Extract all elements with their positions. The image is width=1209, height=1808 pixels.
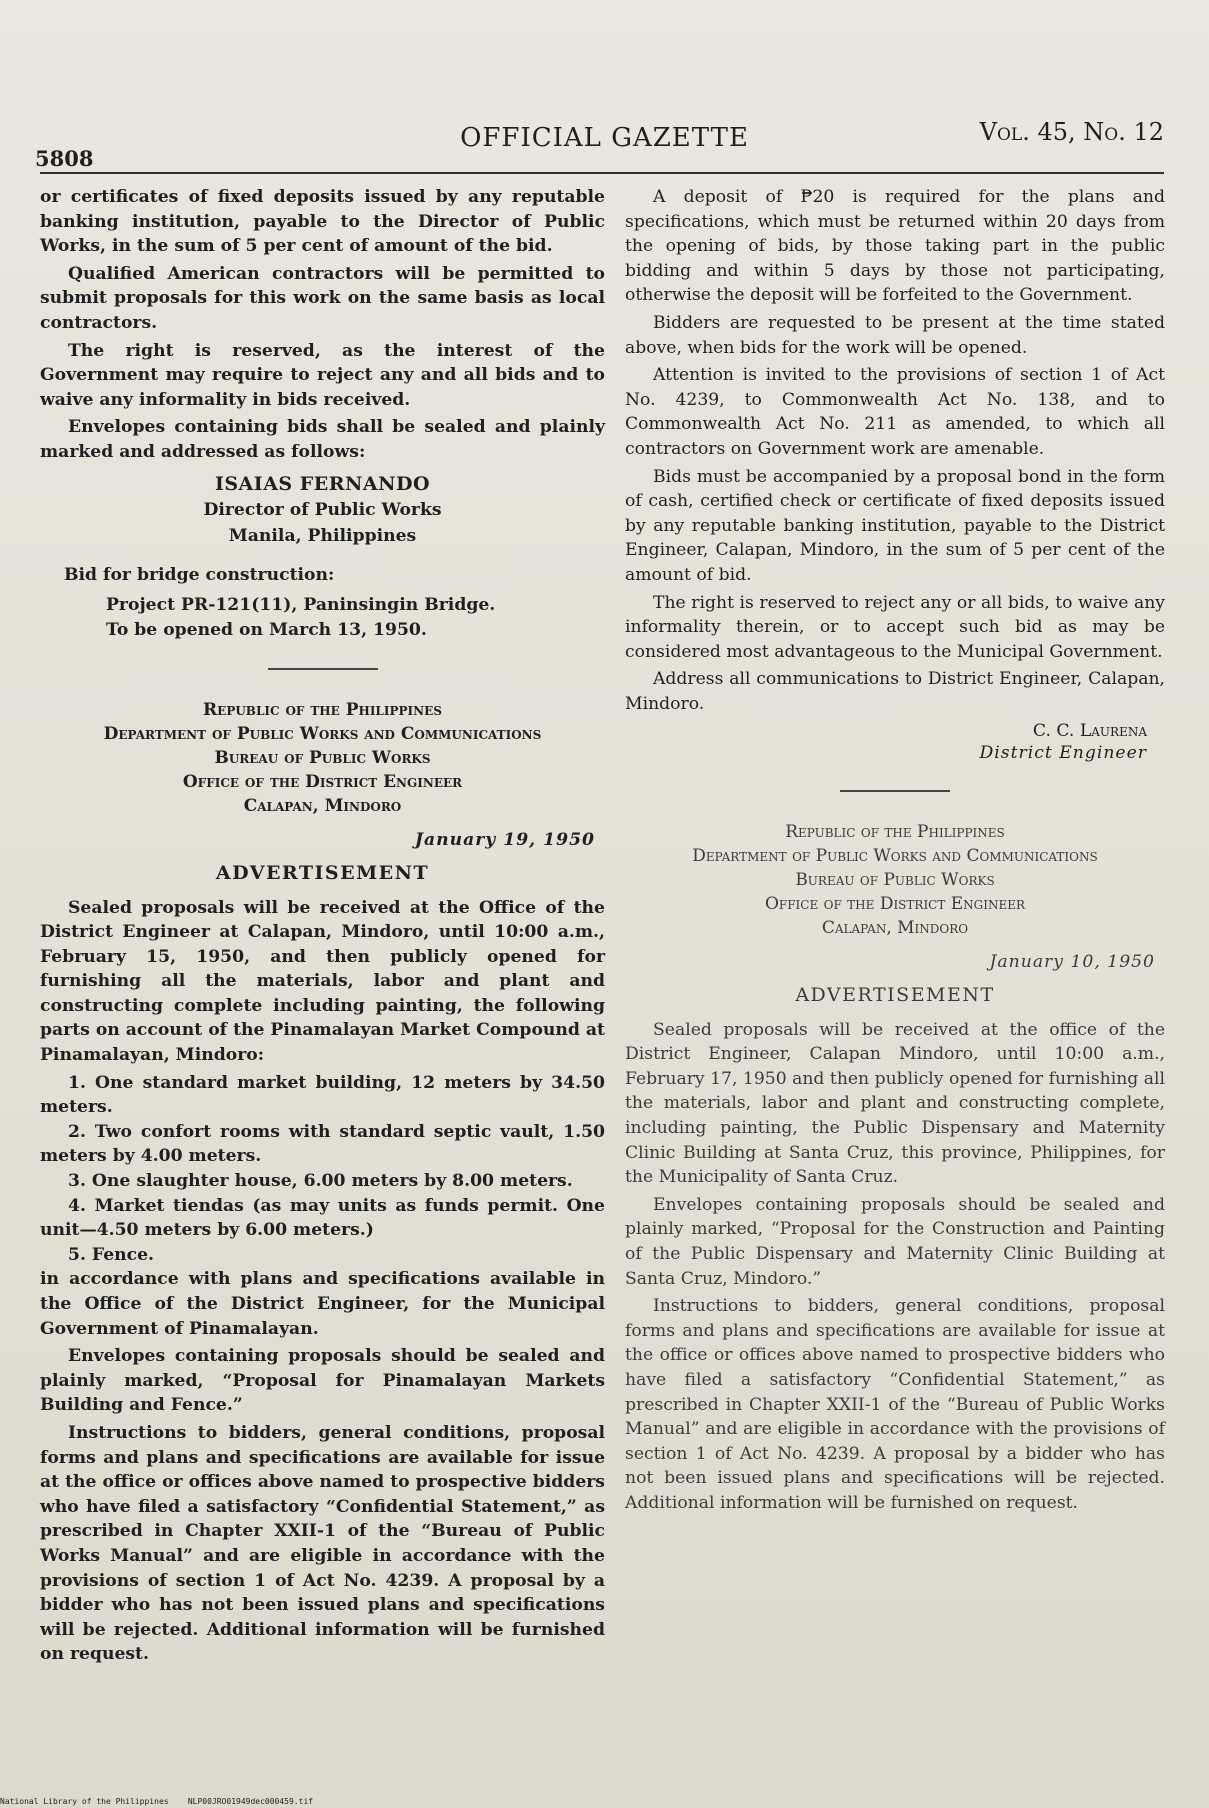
paragraph: Sealed proposals will be received at the Office of the District Engineer at Calapan, Mindoro, until 10:00 a.m., February 15, 1950, and then publicly opened for furnishing all the materials, labor and plant and constructing complete including painting, the following parts on account of the Pinamalayan Market Compound at Pinamalayan, Mindoro: bbox=[40, 897, 605, 1066]
paragraph: Bidders are requested to be present at the time stated above, when bids for the work will be opened. bbox=[625, 312, 1165, 358]
page-number: 5808 bbox=[35, 146, 94, 171]
left-column bbox=[40, 185, 605, 1670]
office-line: Republic of the Philippines bbox=[203, 700, 442, 721]
file-name: NLP00JRO01949dec000459.tif bbox=[187, 1797, 314, 1806]
list-item: 3. One slaughter house, 6.00 meters by 8.00 meters. bbox=[68, 1171, 573, 1192]
paragraph: Address all communications to District Engineer, Calapan, Mindoro. bbox=[625, 669, 1165, 714]
bid-for: Bid for bridge construction: bbox=[64, 564, 335, 585]
project-name: Project PR-121(11), Paninsingin Bridge. bbox=[106, 595, 496, 616]
scan-footer bbox=[0, 1797, 313, 1806]
library-name: National Library of the Philippines bbox=[0, 1797, 169, 1806]
bid-block bbox=[40, 563, 605, 643]
signature-block bbox=[625, 720, 1147, 764]
list-item: 4. Market tiendas (as may units as funds permit. One unit—4.50 meters by 6.00 meters.) bbox=[40, 1195, 605, 1241]
addressee-title: Director of Public Works bbox=[203, 499, 442, 520]
office-line: Republic of the Philippines bbox=[785, 822, 1005, 843]
list-item: 2. Two confort rooms with standard septic vault, 1.50 meters by 4.00 meters. bbox=[40, 1121, 605, 1167]
paragraph: Envelopes containing proposals should be sealed and plainly marked, “Proposal for Pinamalayan Markets Building and Fence.” bbox=[40, 1346, 605, 1416]
notice-heading: ADVERTISEMENT bbox=[215, 861, 430, 884]
paragraph: Instructions to bidders, general conditions, proposal forms and plans and specifications are available for issue at the office or offices above named to prospective bidders who have filed a satisfactory “Confidential Statement,” as prescribed in Chapter XXII-1 of the “Bureau of Public Works Manual” and are eligible in accordance with the provisions of section 1 of Act No. 4239. A proposal by a bidder who has not been issued plans and specifications will be rejected. Additional information will be furnished on request. bbox=[625, 1296, 1165, 1513]
right-column bbox=[625, 185, 1165, 1519]
paragraph: Qualified American contractors will be permitted to submit proposals for this work on the same basis as local contractors. bbox=[40, 263, 605, 333]
separator bbox=[268, 668, 378, 670]
paragraph: Instructions to bidders, general conditions, proposal forms and plans and specifications are available for issue at the office or offices above named to prospective bidders who have filed a satisfactory “Confidential Statement,” as prescribed in Chapter XXII-1 of the “Bureau of Public Works Manual” and are eligible in accordance with the provisions of section 1 of Act No. 4239. A proposal by a bidder who has not been issued plans and specifications will be rejected. Additional information will be furnished on request. bbox=[40, 1422, 605, 1665]
paragraph: Attention is invited to the provisions of section 1 of Act No. 4239, to Commonwealth Act No. 138, and to Commonwealth Act No. 211 as amended, to which all contractors on Government work are amenable. bbox=[625, 365, 1165, 459]
header-rule bbox=[40, 172, 1164, 174]
notice-date: January 19, 1950 bbox=[414, 830, 595, 851]
office-line: Calapan, Mindoro bbox=[821, 918, 969, 939]
separator bbox=[840, 790, 950, 792]
paragraph: or certificates of fixed deposits issued by any reputable banking institution, payable to the Director of Public Works, in the sum of 5 per cent of amount of the bid. bbox=[40, 187, 605, 257]
addressee-name: ISAIAS FERNANDO bbox=[214, 472, 431, 495]
paragraph: in accordance with plans and specifications available in the Office of the District Engineer, for the Municipal Government of Pinamalayan. bbox=[40, 1269, 605, 1339]
page-header bbox=[35, 118, 1174, 171]
volume-number: Vol. 45, No. 12 bbox=[979, 118, 1164, 146]
paragraph: Envelopes containing proposals should be sealed and plainly marked, “Proposal for the Construction and Painting of the Public Dispensary and Maternity Clinic Building at Santa Cruz, Mindoro.” bbox=[625, 1194, 1165, 1289]
paragraph: The right is reserved, as the interest of the Government may require to reject any and all bids and to waive any informality in bids received. bbox=[40, 340, 605, 410]
paragraph: A deposit of ₱20 is required for the plans and specifications, which must be returned within 20 days from the opening of bids, by those taking part in the public bidding and within 5 days by those not participating, otherwise the deposit will be forfeited to the Government. bbox=[625, 187, 1165, 306]
office-block bbox=[625, 820, 1165, 940]
signer-title: District Engineer bbox=[979, 743, 1147, 764]
office-line: Calapan, Mindoro bbox=[243, 796, 402, 817]
addressee-block bbox=[40, 471, 605, 549]
office-line: Bureau of Public Works bbox=[795, 870, 995, 891]
notice-date: January 10, 1950 bbox=[989, 952, 1155, 973]
office-line: Office of the District Engineer bbox=[764, 894, 1026, 915]
addressee-place: Manila, Philippines bbox=[228, 525, 417, 546]
list-item: 5. Fence. bbox=[68, 1244, 155, 1265]
paragraph: The right is reserved to reject any or all bids, to waive any informality therein, or to accept such bid as may be considered most advantageous to the Municipal Government. bbox=[625, 592, 1165, 662]
office-block bbox=[40, 698, 605, 818]
office-line: Office of the District Engineer bbox=[182, 772, 463, 793]
paragraph: Sealed proposals will be received at the office of the District Engineer, Calapan Mindoro, until 10:00 a.m., February 17, 1950 and then publicly opened for furnishing all the materials, labor and plant and constructing complete, including painting, the Public Dispensary and Maternity Clinic Building at Santa Cruz, this province, Philippines, for the Municipality of Santa Cruz. bbox=[625, 1019, 1165, 1188]
notice-heading: ADVERTISEMENT bbox=[795, 984, 995, 1007]
publication-title: OFFICIAL GAZETTE bbox=[460, 123, 749, 153]
paragraph: Bids must be accompanied by a proposal bond in the form of cash, certified check or certificate of fixed deposits issued by any reputable banking institution, payable to the District Engineer, Calapan, Mindoro, in the sum of 5 per cent of the amount of bid. bbox=[625, 466, 1165, 585]
opening-date: To be opened on March 13, 1950. bbox=[106, 619, 427, 640]
office-line: Bureau of Public Works bbox=[214, 748, 431, 769]
office-line: Department of Public Works and Communications bbox=[692, 846, 1098, 867]
signer-name: C. C. Laurena bbox=[1032, 721, 1147, 742]
list-item: 1. One standard market building, 12 meters by 34.50 meters. bbox=[40, 1072, 605, 1118]
paragraph: Envelopes containing bids shall be sealed and plainly marked and addressed as follows: bbox=[40, 417, 605, 462]
office-line: Department of Public Works and Communications bbox=[103, 724, 542, 745]
item-list bbox=[40, 1071, 605, 1268]
